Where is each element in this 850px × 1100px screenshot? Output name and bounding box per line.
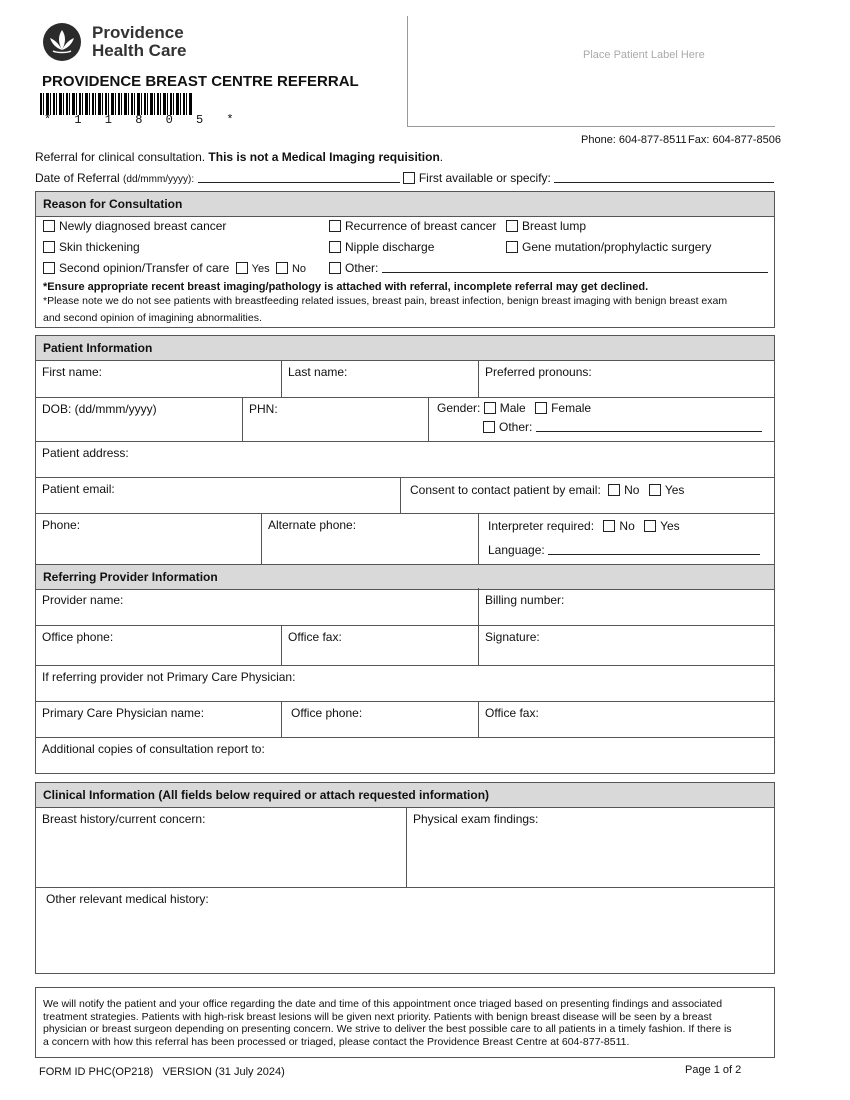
alt-phone-label: Alternate phone: [268,518,357,532]
office-phone-field[interactable] [36,625,281,665]
nipple-discharge-label: Nipple discharge [345,240,435,254]
clinical-section-title: Clinical Information (All fields below required or attach requested information) [36,783,774,808]
reason-nipple-discharge [329,240,434,254]
second-opinion-yes-checkbox[interactable] [236,262,248,274]
date-of-referral-row [35,171,774,185]
copies-label: Additional copies of consultation report to: [42,742,265,756]
billing-number-field[interactable] [479,588,775,625]
reason-gene-mutation [506,240,711,254]
gender-other-checkbox[interactable] [483,421,495,433]
providence-logo-icon [42,22,82,62]
interpreter-yes-checkbox[interactable] [644,520,656,532]
last-name-field[interactable] [282,360,478,397]
patient-email-field[interactable] [36,477,400,513]
nipple-discharge-checkbox[interactable] [329,241,341,253]
page-number: Page 1 of 2 [685,1064,742,1076]
pcp-fax-label: Office fax: [485,706,539,720]
provider-name-label: Provider name: [42,593,124,607]
reason-newly-diagnosed [43,219,226,233]
gene-mutation-label: Gene mutation/prophylactic surgery [522,240,712,254]
gender-other-label: Other: [499,420,533,434]
interpreter-yes-label: Yes [660,519,680,533]
not-pcp-label: If referring provider not Primary Care Physician: [42,670,296,684]
gender-label: Gender: [437,401,481,415]
divider [478,360,479,397]
reason-other [329,261,768,275]
second-opinion-label: Second opinion/Transfer of care [59,261,230,275]
org-name [92,24,186,60]
org-name-line2: Health Care [92,41,187,60]
first-available-field[interactable] [554,171,774,183]
first-name-field[interactable] [36,360,281,397]
header-divider-horizontal [407,126,775,127]
patient-label-placeholder: Place Patient Label Here [583,49,705,61]
reason-section-title: Reason for Consultation [36,192,774,217]
divider [242,397,243,441]
gender-female-label: Female [551,401,592,415]
pcp-name-field[interactable] [36,701,281,737]
notice-line2: treatment strategies. Patients with high-risk breast lesions will be given next priority. Patients with benign breast disease will be seen by a breast [43,1010,712,1023]
exam-label: Physical exam findings: [413,812,539,826]
intro-period: . [439,150,444,164]
gender-male-checkbox[interactable] [484,402,496,414]
interpreter-label: Interpreter required: [488,519,595,533]
dob-field[interactable] [36,397,242,441]
phone-label: Phone: [42,518,81,532]
contact-fax: Fax: 604-877-8506 [688,134,781,146]
divider [400,477,401,513]
office-phone-label: Office phone: [42,630,114,644]
billing-label: Billing number: [485,593,565,607]
patient-section [35,335,775,565]
pcp-phone-label: Office phone: [291,706,363,720]
interpreter-row [488,519,680,533]
date-of-referral-field[interactable] [198,171,400,183]
gender-other-field[interactable] [536,420,762,432]
consent-label: Consent to contact patient by email: [410,483,601,497]
header-divider-vertical [407,16,408,127]
notice-box [35,987,775,1058]
org-name-line1: Providence [92,23,184,42]
patient-section-title: Patient Information [36,336,774,361]
recurrence-checkbox[interactable] [329,220,341,232]
patient-address-field[interactable] [36,441,774,477]
first-available-label: First available or specify: [418,171,551,185]
gender-male-label: Male [499,401,526,415]
gender-row [437,401,591,415]
email-consent-row [410,483,684,497]
interpreter-no-checkbox[interactable] [603,520,615,532]
recurrence-label: Recurrence of breast cancer [345,219,497,233]
reason-note-bold: *Ensure appropriate recent breast imaging/pathology is attached with referral, incomplete referral may get declined. [43,281,649,293]
additional-copies-field[interactable] [36,737,774,773]
pcp-office-phone-field[interactable] [282,701,478,737]
form-title: PROVIDENCE BREAST CENTRE REFERRAL [42,73,359,90]
divider [478,625,479,665]
office-fax-label: Office fax: [288,630,342,644]
intro-plain: Referral for clinical consultation. [35,150,209,164]
pronouns-label: Preferred pronouns: [485,365,592,379]
breast-lump-label: Breast lump [522,219,587,233]
reason-section [35,191,775,328]
intro-bold: This is not a Medical Imaging requisition [208,150,440,164]
gender-other-row [483,420,762,434]
intro-text [35,150,443,164]
logo [42,22,82,62]
gender-female-checkbox[interactable] [535,402,547,414]
date-label: Date of Referral [35,171,124,185]
skin-thickening-label: Skin thickening [59,240,140,254]
divider [281,360,282,397]
not-pcp-row [36,665,774,701]
pcp-office-fax-field[interactable] [479,701,775,737]
address-label: Patient address: [42,446,129,460]
provider-section-title: Referring Provider Information [36,564,774,590]
language-label: Language: [488,543,545,557]
signature-label: Signature: [485,630,540,644]
phn-label: PHN: [249,402,278,416]
first-name-label: First name: [42,365,103,379]
phn-field[interactable] [243,397,428,441]
breast-lump-checkbox[interactable] [506,220,518,232]
second-opinion-yes-label: Yes [251,263,270,275]
divider [281,701,282,737]
reason-recurrence [329,219,496,233]
divider [406,807,407,887]
reason-second-opinion [43,261,306,275]
divider [261,513,262,565]
second-opinion-no-checkbox[interactable] [276,262,288,274]
consent-no-checkbox[interactable] [608,484,620,496]
consent-yes-checkbox[interactable] [649,484,661,496]
alternate-phone-field[interactable] [262,513,478,565]
signature-field[interactable] [479,625,775,665]
physical-exam-field[interactable] [407,807,774,887]
patient-phone-field[interactable] [36,513,261,565]
gene-mutation-checkbox[interactable] [506,241,518,253]
other-history-label: Other relevant medical history: [46,892,209,906]
clinical-section [35,782,775,974]
notice-line1: We will notify the patient and your office regarding the date and time of this appointment once triaged based on presenting findings and associated [43,998,723,1010]
reason-other-checkbox[interactable] [329,262,341,274]
second-opinion-checkbox[interactable] [43,262,55,274]
pronouns-field[interactable] [479,360,775,397]
history-label: Breast history/current concern: [42,812,206,826]
other-medical-history-field[interactable] [36,887,774,973]
last-name-label: Last name: [288,365,348,379]
email-label: Patient email: [42,482,115,496]
newly-diagnosed-checkbox[interactable] [43,220,55,232]
barcode-text: * 1 1 8 0 5 * [44,113,242,127]
divider [478,588,479,625]
date-format: (dd/mmm/yyyy): [123,174,195,185]
breast-history-field[interactable] [36,807,406,887]
reason-breast-lump [506,219,586,233]
divider [478,701,479,737]
reason-skin-thickening [43,240,140,254]
reason-note-line1: *Please note we do not see patients with breastfeeding related issues, breast pain, breast infection, benign breast imaging with benign breast exam [43,295,728,307]
provider-section [35,564,775,774]
form-id: FORM ID PHC(OP218) VERSION (31 July 2024) [39,1066,285,1078]
newly-diagnosed-label: Newly diagnosed breast cancer [59,219,227,233]
language-field[interactable] [548,543,760,555]
dob-label: DOB: (dd/mmm/yyyy) [42,402,157,416]
language-row [488,543,760,557]
divider [281,625,282,665]
first-available-checkbox[interactable] [403,172,415,184]
reason-other-label: Other: [345,261,379,275]
consent-yes-label: Yes [664,483,685,497]
barcode [40,93,192,115]
notice-line4: a concern with how this referral has been processed or triaged, please contact the Providence Breast Centre at 604-877-8511. [43,1035,630,1048]
provider-name-field[interactable] [36,588,478,625]
reason-note-line2: and second opinion of imagining abnormalities. [43,312,262,324]
office-fax-field[interactable] [282,625,478,665]
pcp-name-label: Primary Care Physician name: [42,706,205,720]
consent-no-label: No [624,483,640,497]
interpreter-no-label: No [619,519,635,533]
skin-thickening-checkbox[interactable] [43,241,55,253]
second-opinion-no-label: No [291,263,307,275]
contact-phone: Phone: 604-877-8511 [581,134,687,146]
notice-line3: physician or breast surgeon depending on presenting concern. We strive to deliver the best possible care to all patients in a timely fashion. If there is [43,1023,732,1035]
reason-other-field[interactable] [382,261,768,273]
divider [428,397,429,441]
divider [478,513,479,565]
